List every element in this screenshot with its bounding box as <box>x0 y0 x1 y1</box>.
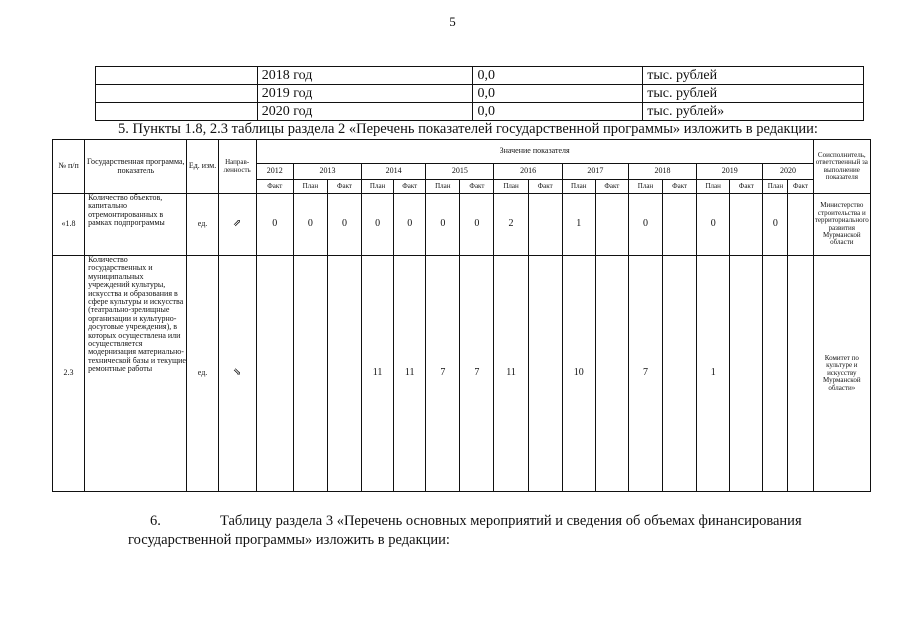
year-header: 2018 <box>628 164 696 180</box>
year-cell: 2020 год <box>257 103 473 121</box>
plan-fact-header: План <box>628 180 662 194</box>
value-cell <box>763 256 788 492</box>
paragraph-6 <box>128 512 828 550</box>
indicator-name: Количество объектов, капитально отремонтированных в рамках подпрограммы <box>85 194 187 256</box>
empty-cell <box>96 67 258 85</box>
value-cell <box>730 194 763 256</box>
plan-fact-header: Факт <box>528 180 562 194</box>
value-cell: 11 <box>394 256 426 492</box>
header-unit: Ед. изм. <box>187 140 218 194</box>
year-cell: 2018 год <box>257 67 473 85</box>
value-cell: 0 <box>362 194 394 256</box>
value-cell: 2 <box>494 194 528 256</box>
header-num: № п/п <box>53 140 85 194</box>
value-cell: 0 <box>394 194 426 256</box>
value-cell: 0,0 <box>473 67 643 85</box>
plan-fact-header: План <box>697 180 730 194</box>
funding-row <box>96 85 864 103</box>
value-cell: 0 <box>697 194 730 256</box>
value-cell: 1 <box>562 194 595 256</box>
value-cell <box>788 194 813 256</box>
plan-fact-header: Факт <box>595 180 628 194</box>
plan-fact-header: План <box>562 180 595 194</box>
year-header: 2020 <box>763 164 813 180</box>
year-header: 2013 <box>293 164 361 180</box>
plan-fact-header: Факт <box>256 180 293 194</box>
unit-cell: тыс. рублей <box>643 85 864 103</box>
value-cell: 0 <box>763 194 788 256</box>
indicators-table <box>52 139 871 492</box>
plan-fact-header: Факт <box>788 180 813 194</box>
value-cell: 0,0 <box>473 103 643 121</box>
paragraph-5: 5. Пункты 1.8, 2.3 таблицы раздела 2 «Перечень показателей государственной программы» изложить в редакции: <box>118 121 818 137</box>
header-values: Значение показателя <box>256 140 813 164</box>
value-cell: 11 <box>494 256 528 492</box>
funding-row <box>96 103 864 121</box>
funding-row <box>96 67 864 85</box>
coexecutor-cell: Комитет по культуре и искусству Мурманской области» <box>813 256 870 492</box>
value-cell <box>663 194 697 256</box>
year-header: 2015 <box>426 164 494 180</box>
row-number: 2.3 <box>53 256 85 492</box>
funding-years-table <box>95 66 864 121</box>
value-cell <box>528 256 562 492</box>
value-cell: 0 <box>327 194 361 256</box>
page-number: 5 <box>449 14 456 29</box>
value-cell: 0 <box>426 194 460 256</box>
empty-cell <box>96 103 258 121</box>
table-row <box>53 194 871 256</box>
header-program: Государственная программа, показатель <box>85 140 187 194</box>
plan-fact-header: Факт <box>327 180 361 194</box>
plan-fact-header: Факт <box>730 180 763 194</box>
value-cell: 7 <box>426 256 460 492</box>
year-header: 2017 <box>562 164 628 180</box>
value-cell <box>293 256 327 492</box>
plan-fact-header: План <box>494 180 528 194</box>
header-coexecutor: Соисполнитель, ответственный за выполнение показателя <box>813 140 870 194</box>
year-header: 2019 <box>697 164 763 180</box>
value-cell <box>528 194 562 256</box>
year-cell: 2019 год <box>257 85 473 103</box>
value-cell: 0 <box>628 194 662 256</box>
value-cell: 7 <box>460 256 494 492</box>
unit-cell: тыс. рублей <box>643 67 864 85</box>
value-cell: 0 <box>293 194 327 256</box>
unit-cell: тыс. рублей» <box>643 103 864 121</box>
coexecutor-cell: Министерство строительства и территориального развития Мурманской области <box>813 194 870 256</box>
plan-fact-header: План <box>763 180 788 194</box>
row-number: «1.8 <box>53 194 85 256</box>
unit-cell: ед. <box>187 256 218 492</box>
value-cell: 7 <box>628 256 662 492</box>
direction-arrow-icon: ⇘ <box>218 256 256 492</box>
plan-fact-header: Факт <box>460 180 494 194</box>
table-row <box>53 256 871 492</box>
value-cell <box>595 194 628 256</box>
paragraph-6-number: 6. <box>150 513 161 529</box>
value-cell <box>730 256 763 492</box>
value-cell <box>327 256 361 492</box>
value-cell: 1 <box>697 256 730 492</box>
value-cell: 10 <box>562 256 595 492</box>
value-cell: 11 <box>362 256 394 492</box>
value-cell: 0,0 <box>473 85 643 103</box>
header-direction: Направ-ленность <box>218 140 256 194</box>
year-header: 2012 <box>256 164 293 180</box>
unit-cell: ед. <box>187 194 218 256</box>
plan-fact-header: Факт <box>394 180 426 194</box>
paragraph-6-text: Таблицу раздела 3 «Перечень основных мероприятий и сведения об объемах финансирования государственной программы» изложить в редакции: <box>128 513 802 548</box>
year-header: 2016 <box>494 164 562 180</box>
value-cell <box>595 256 628 492</box>
plan-fact-header: План <box>426 180 460 194</box>
value-cell: 0 <box>460 194 494 256</box>
indicator-name: Количество государственных и муниципальных учреждений культуры, искусства и образования в сфере культуры и искусства (театрально-зрелищные организации и культурно-досуговые учреждения), в которых осуществлена или осуществляется модернизация материально-технической базы и текущие ремонтные работы <box>85 256 187 492</box>
value-cell: 0 <box>256 194 293 256</box>
plan-fact-header: План <box>293 180 327 194</box>
value-cell <box>663 256 697 492</box>
empty-cell <box>96 85 258 103</box>
year-header: 2014 <box>362 164 426 180</box>
value-cell <box>256 256 293 492</box>
plan-fact-header: Факт <box>663 180 697 194</box>
plan-fact-header: План <box>362 180 394 194</box>
value-cell <box>788 256 813 492</box>
direction-arrow-icon: ⇗ <box>218 194 256 256</box>
